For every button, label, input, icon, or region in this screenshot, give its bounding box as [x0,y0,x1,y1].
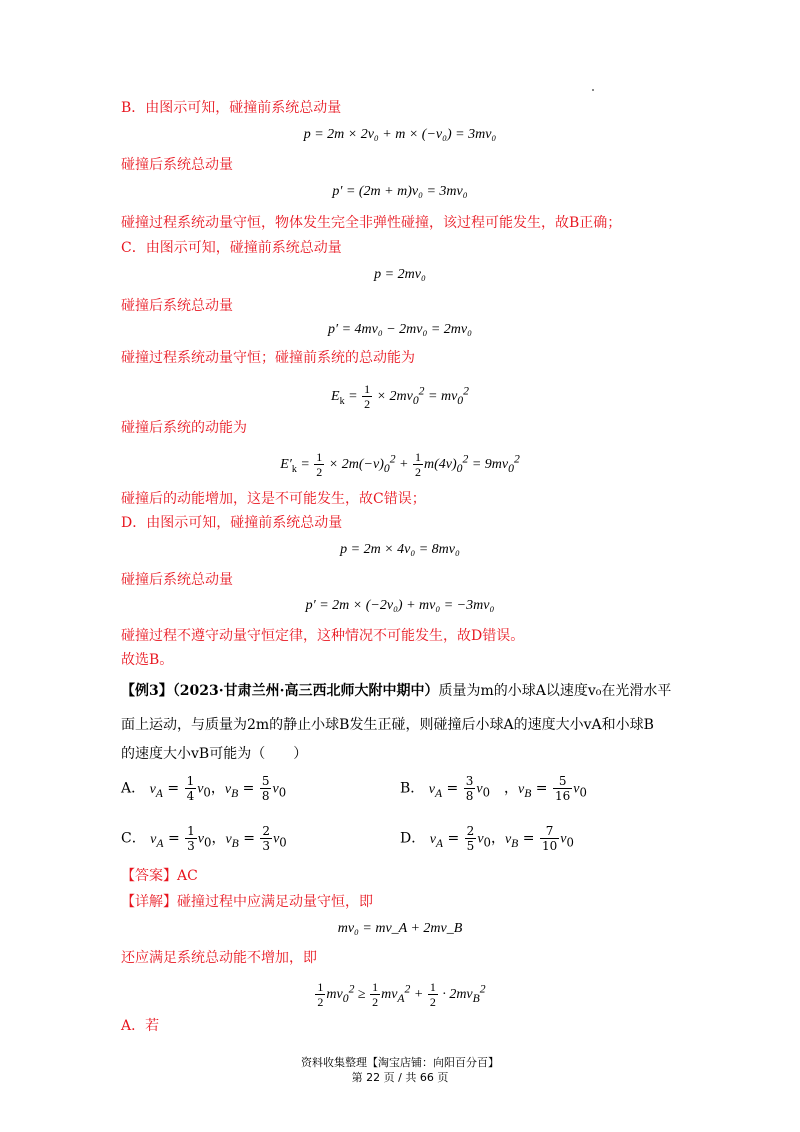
equation-energy-inequality: $\frac{1}{2}$ $mv_0^2$ ≥ $\frac{1}{2}$ $mv_A^2$ + $\frac{1}{2}$ · $2mv_B^2$ [317,979,486,1009]
option-d[interactable]: D． $v_A$ = $\frac{2}{5}$ $v_0$，$v_B$ = $\frac{7}{10}$ $v_0$ [400,824,574,853]
equation-d-after: p′ = 2m × (−2v₀) + mv₀ = −3mv₀ [305,598,495,613]
example-question-line-1 [121,681,671,701]
explain-tag: 【详解】 [121,894,177,910]
d-after-text: 碰撞后系统总动量 [121,572,233,588]
option-b-vb-fraction: $\frac{5}{16}$ [555,774,571,803]
example-source: （2023·甘肃兰州·高三西北师大附中期中） [172,683,439,699]
equation-c-after: p′ = 4mv₀ − 2mv₀ = 2mv₀ [328,322,472,337]
answer-value: AC [177,868,198,884]
option-d-vb-fraction: $\frac{7}{10}$ [541,824,558,853]
equation-c-before: p = 2mv₀ [374,267,426,282]
option-a-va-fraction: $\frac{1}{4}$ [186,774,195,803]
option-c-va-fraction: $\frac{1}{3}$ [187,824,195,853]
answer-line [121,866,198,886]
equation-momentum-conservation: mv₀ = mv_A + 2mv_B [337,921,463,936]
explain-a-start: A．若 [121,1018,160,1034]
speck-dot [592,89,594,91]
answer-tag: 【答案】 [121,868,177,884]
option-a-label: A． [121,780,146,797]
equation-c-energy-after: $E'_k$ = $\frac{1}{2}$ × $2m(-v)_0^2$ + $\frac{1}{2}$ $m(4v)_0^2 = 9mv_0^2$ [280,449,520,479]
option-c-vb-fraction: $\frac{2}{3}$ [262,824,271,853]
option-b-label: B． [400,780,425,797]
option-d-va-fraction: $\frac{2}{5}$ [466,824,475,853]
final-choice-text: 故选B。 [121,652,174,668]
d-intro-text: D．由图示可知，碰撞前系统总动量 [121,515,343,531]
c-energy-after-text: 碰撞后系统的动能为 [121,420,247,436]
example-text-1: 质量为m的小球A以速度v₀在光滑水平 [438,683,672,699]
footer-page-number: 第 22 页 / 共 66 页 [351,1071,449,1084]
example-text-2: 面上运动，与质量为2m的静止小球B发生正碰，则碰撞后小球A的速度大小vA和小球B [121,717,654,733]
example-text-3: 的速度大小vB可能为（ ） [121,746,308,762]
c-conclusion-text: 碰撞后的动能增加，这是不可能发生，故C错误； [121,491,426,507]
equation-b-before: p = 2m × 2v₀ + m × (−v₀) = 3mv₀ [303,127,497,142]
c-energy-before-text: 碰撞过程系统动量守恒；碰撞前系统的总动能为 [121,350,415,366]
example-tag: 【例3】 [121,683,173,699]
b-after-text: 碰撞后系统总动量 [121,157,233,173]
option-b[interactable]: B． $v_A$ = $\frac{3}{8}$ $v_0$ ，$v_B$ = $\frac{5}{16}$ $v_0$ [400,774,587,803]
option-c[interactable]: C． $v_A$ = $\frac{1}{3}$ $v_0$，$v_B$ = $\frac{2}{3}$ $v_0$ [121,824,287,853]
option-a-vb-fraction: $\frac{5}{8}$ [261,774,270,803]
option-c-label: C． [121,830,146,847]
explain-line [121,892,373,912]
footer-source: 资料收集整理【淘宝店铺：向阳百分百】 [301,1056,499,1069]
equation-b-after: p′ = (2m + m)v₀ = 3mv₀ [332,184,468,199]
explain-energy-text: 还应满足系统总动能不增加，即 [121,950,317,966]
option-d-label: D． [400,830,426,847]
equation-c-energy-before: $E_k$ = $\frac{1}{2}$ × $2mv_0^2 = mv_0^2$ [331,381,469,411]
explain-text: 碰撞过程中应满足动量守恒，即 [177,894,373,910]
c-intro-text: C．由图示可知，碰撞前系统总动量 [121,240,342,256]
b-intro-text: B．由图示可知，碰撞前系统总动量 [121,100,342,116]
d-conclusion-text: 碰撞过程不遵守动量守恒定律，这种情况不可能发生，故D错误。 [121,628,525,644]
option-a[interactable]: A． $v_A$ = $\frac{1}{4}$ $v_0$，$v_B$ = $\frac{5}{8}$ $v_0$ [121,774,287,803]
option-b-va-fraction: $\frac{3}{8}$ [465,774,474,803]
b-conclusion-text: 碰撞过程系统动量守恒，物体发生完全非弹性碰撞，该过程可能发生，故B正确； [121,215,622,231]
equation-d-before: p = 2m × 4v₀ = 8mv₀ [340,542,460,557]
c-after-text: 碰撞后系统总动量 [121,298,233,314]
